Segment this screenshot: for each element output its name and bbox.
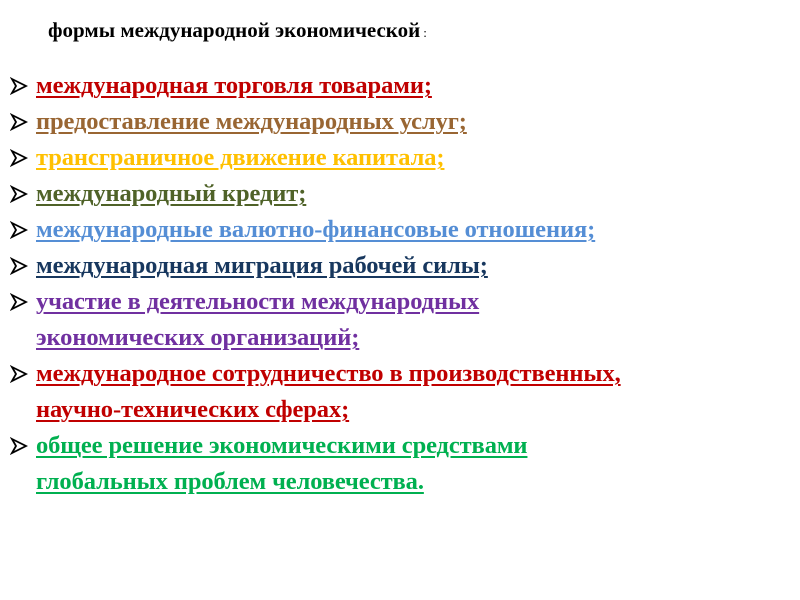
list-item-text: предоставление международных услуг; (36, 108, 467, 135)
forms-list (10, 68, 795, 500)
list-item-text: международный кредит; (36, 180, 307, 207)
list-item (10, 356, 795, 428)
title-text: формы международной экономической (48, 18, 421, 42)
arrow-bullet-icon (10, 104, 36, 140)
arrow-bullet-icon (10, 248, 36, 284)
title-suffix: : (423, 25, 427, 40)
arrow-bullet-icon (10, 176, 36, 212)
list-item (10, 140, 795, 176)
arrow-bullet-icon (10, 356, 36, 392)
list-item-text: международное сотрудничество в производственных, научно-технических сферах; (36, 360, 621, 423)
list-item-text: международные валютно-финансовые отношения; (36, 216, 596, 243)
list-item-text: международная торговля товарами; (36, 72, 432, 99)
list-item-text: общее решение экономическими средствами глобальных проблем человечества. (36, 432, 528, 495)
list-item-text: трансграничное движение капитала; (36, 144, 445, 171)
arrow-bullet-icon (10, 140, 36, 176)
list-item (10, 248, 795, 284)
list-item (10, 212, 795, 248)
arrow-bullet-icon (10, 284, 36, 320)
arrow-bullet-icon (10, 68, 36, 104)
list-item (10, 284, 795, 356)
list-item (10, 104, 795, 140)
slide-title (48, 18, 427, 43)
list-item-text: участие в деятельности международных экономических организаций; (36, 288, 480, 351)
list-item-text: международная миграция рабочей силы; (36, 252, 488, 279)
list-item (10, 68, 795, 104)
list-item (10, 428, 795, 500)
list-item (10, 176, 795, 212)
arrow-bullet-icon (10, 428, 36, 464)
arrow-bullet-icon (10, 212, 36, 248)
